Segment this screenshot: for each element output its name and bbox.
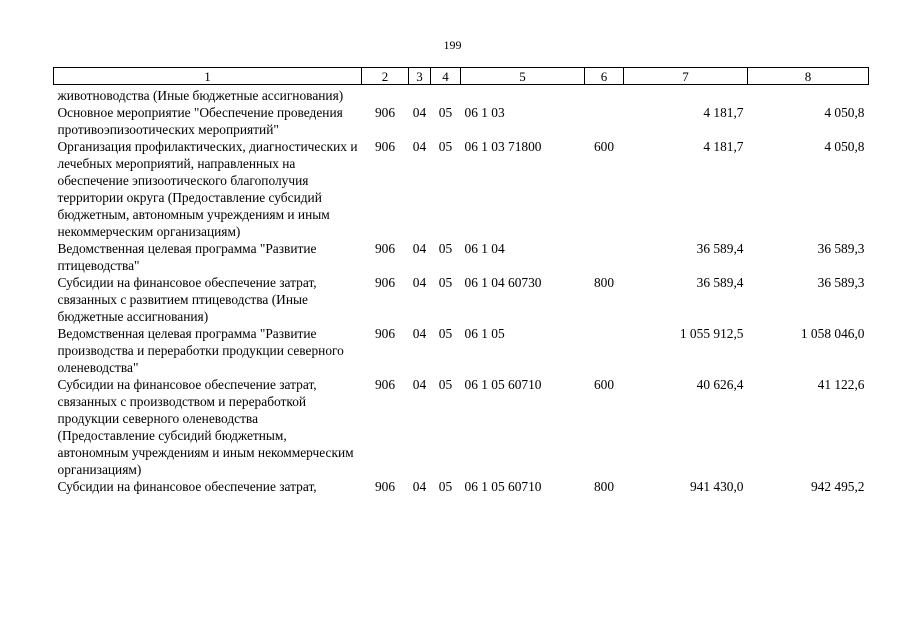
row-ministry-code xyxy=(362,85,409,105)
row-target-article: 06 1 05 xyxy=(464,326,505,341)
row-target-article: 06 1 05 60710 xyxy=(464,479,542,494)
row-name: Субсидии на финансовое обеспечение затрат, связанных с производством и переработкой продукции северного оленеводства (Предоставление субсидий бюджетным, автономным учреждениям и иным некоммерческим организациям) xyxy=(57,377,354,477)
row-ministry-code: 906 xyxy=(374,479,396,494)
row-name: животноводства (Иные бюджетные ассигнования) xyxy=(57,88,344,103)
row-name: Субсидии на финансовое обеспечение затрат, xyxy=(57,479,317,494)
row-amount-2 xyxy=(748,85,869,105)
row-section-code xyxy=(409,85,431,105)
row-name: Организация профилактических, диагностических и лечебных мероприятий, направленных на обеспечение эпизоотического благополучия территории округа (Предоставление субсидий бюджетным, автономным учреждениям и иным некоммерческим организациям) xyxy=(57,139,358,239)
header-col-8: 8 xyxy=(748,68,869,85)
row-target-article: 06 1 05 60710 xyxy=(464,377,542,392)
row-section-code: 04 xyxy=(412,241,427,256)
row-subsection-code xyxy=(431,85,461,105)
row-target-article: 06 1 04 60730 xyxy=(464,275,542,290)
row-subsection-code: 05 xyxy=(438,377,453,392)
header-col-4: 4 xyxy=(431,68,461,85)
row-subsection-code: 05 xyxy=(438,139,453,154)
row-ministry-code: 906 xyxy=(374,241,396,256)
row-expense-type xyxy=(585,85,624,105)
table-row xyxy=(54,274,869,325)
row-amount-1: 36 589,4 xyxy=(696,241,744,256)
table-row xyxy=(54,138,869,240)
row-expense-type: 600 xyxy=(593,377,615,392)
row-name: Основное мероприятие "Обеспечение проведения противоэпизоотических мероприятий" xyxy=(57,105,343,137)
row-expense-type xyxy=(585,104,624,138)
row-name: Субсидии на финансовое обеспечение затрат, связанных с развитием птицеводства (Иные бюджетные ассигнования) xyxy=(57,275,317,324)
row-section-code: 04 xyxy=(412,326,427,341)
row-amount-1: 4 181,7 xyxy=(703,105,744,120)
row-amount-2: 4 050,8 xyxy=(824,139,865,154)
row-amount-1: 1 055 912,5 xyxy=(679,326,744,341)
row-target-article: 06 1 04 xyxy=(464,241,505,256)
row-amount-1: 4 181,7 xyxy=(703,139,744,154)
table-row xyxy=(54,325,869,376)
row-expense-type: 800 xyxy=(593,275,615,290)
header-col-3: 3 xyxy=(409,68,431,85)
row-target-article: 06 1 03 71800 xyxy=(464,139,542,154)
header-col-7: 7 xyxy=(624,68,748,85)
row-target-article xyxy=(461,85,585,105)
row-amount-2: 942 495,2 xyxy=(810,479,865,494)
row-amount-1 xyxy=(624,85,748,105)
row-name: Ведомственная целевая программа "Развитие производства и переработки продукции северного оленеводства" xyxy=(57,326,344,375)
row-amount-2: 36 589,3 xyxy=(817,241,865,256)
table-row xyxy=(54,376,869,478)
header-col-6: 6 xyxy=(585,68,624,85)
row-amount-1: 36 589,4 xyxy=(696,275,744,290)
row-subsection-code: 05 xyxy=(438,479,453,494)
row-section-code: 04 xyxy=(412,105,427,120)
header-col-2: 2 xyxy=(362,68,409,85)
row-ministry-code: 906 xyxy=(374,326,396,341)
row-section-code: 04 xyxy=(412,377,427,392)
row-ministry-code: 906 xyxy=(374,139,396,154)
table-row xyxy=(54,85,869,105)
header-col-5: 5 xyxy=(461,68,585,85)
row-amount-2: 41 122,6 xyxy=(817,377,865,392)
row-ministry-code: 906 xyxy=(374,105,396,120)
row-amount-2: 36 589,3 xyxy=(817,275,865,290)
header-col-1: 1 xyxy=(54,68,362,85)
table-row xyxy=(54,104,869,138)
row-name: Ведомственная целевая программа "Развитие птицеводства" xyxy=(57,241,317,273)
page-number: 199 xyxy=(443,38,462,52)
row-subsection-code: 05 xyxy=(438,326,453,341)
row-amount-1: 941 430,0 xyxy=(689,479,744,494)
row-target-article: 06 1 03 xyxy=(464,105,505,120)
row-amount-1: 40 626,4 xyxy=(696,377,744,392)
row-ministry-code: 906 xyxy=(374,377,396,392)
row-expense-type: 800 xyxy=(593,479,615,494)
row-subsection-code: 05 xyxy=(438,105,453,120)
row-subsection-code: 05 xyxy=(438,241,453,256)
row-amount-2: 4 050,8 xyxy=(824,105,865,120)
row-amount-2: 1 058 046,0 xyxy=(800,326,865,341)
header-row xyxy=(54,68,869,85)
table-row xyxy=(54,240,869,274)
budget-table xyxy=(53,67,869,495)
row-section-code: 04 xyxy=(412,139,427,154)
row-expense-type xyxy=(585,325,624,376)
row-expense-type: 600 xyxy=(593,139,615,154)
row-section-code: 04 xyxy=(412,275,427,290)
row-expense-type xyxy=(585,240,624,274)
row-subsection-code: 05 xyxy=(438,275,453,290)
row-section-code: 04 xyxy=(412,479,427,494)
table-row xyxy=(54,478,869,495)
row-ministry-code: 906 xyxy=(374,275,396,290)
